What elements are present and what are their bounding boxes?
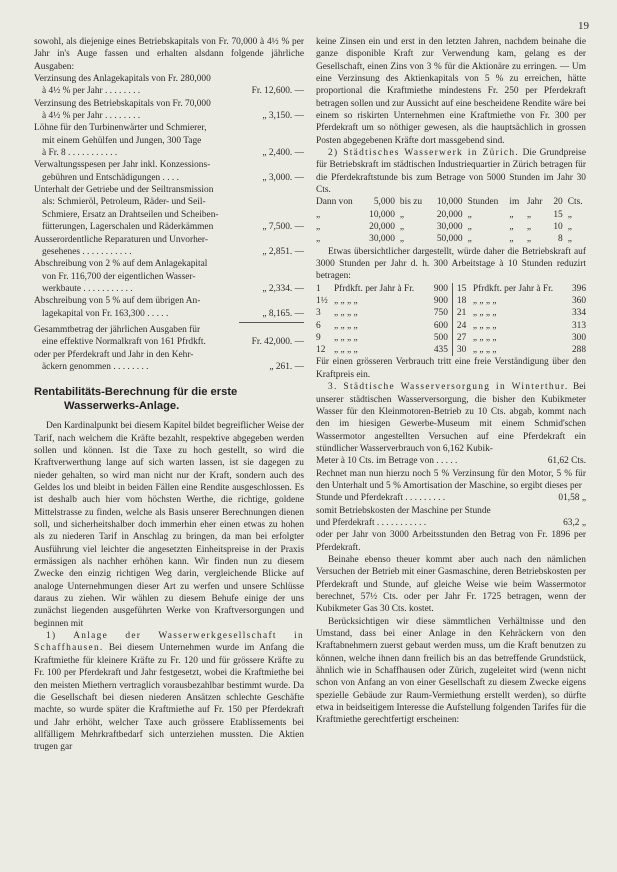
expense-item-label (34, 234, 246, 259)
price-cell: „ „ „ „ (333, 308, 358, 319)
price-cell: „ „ „ „ (333, 320, 358, 331)
conclusion-paragraph: Berücksichtigen wir diese sämmtlichen Verhältnisse und den Umstand, dass bei einer Anlage in den Kehräckern von den Kraftabnehmern zuerst gebaut werden muss, um die Kraft benutzen zu können, welche ihnen dann freilich bis an das betreffende Grundstück, ähnlich wie in Schaffhausen oder Zürich, zugeleitet wird (wenn nicht schon von Anfang an von einer Gesellschaft zu diesem Zwecke eigens spezielle Gebäude zur Raum-Vermiethung erstellt werden), so dürfte etwa in beidseitigem Interesse die Aufstellung folgenden Tarifes für die Kraftmiethe gerechtfertigt erscheinen: (316, 616, 586, 726)
price-cell: 1½ (316, 295, 328, 306)
text-line: lagekapital von Fr. 163,300 . . . . . (42, 308, 169, 319)
hours-cell: „ (467, 222, 472, 233)
zurich-paragraph (316, 147, 586, 196)
hours-cell: „ (526, 209, 531, 220)
winterthur-paragraph (316, 381, 586, 455)
page-number: 19 (578, 20, 589, 32)
expense-item-label (34, 258, 246, 295)
expense-item-amount: „ 7,500. — (262, 222, 304, 233)
water-cost-label (316, 455, 528, 467)
winterthur-label: 3. Städtische Wasserversorgung in Winterthur. (328, 382, 569, 393)
hours-cell: im (509, 197, 520, 208)
hours-cell: „ (399, 209, 405, 220)
text-line: à 4½ % per Jahr . . . . . . . . (42, 86, 141, 97)
expense-per-horsepower (34, 349, 304, 374)
text-line: gesehenes . . . . . . . . . . . (42, 246, 132, 257)
zurich-label: 2) Städtisches Wasserwerk in Zürich. (328, 148, 520, 159)
text-line: Verzinsung des Betriebskapitals von Fr. 70,000 (34, 98, 211, 109)
text-line: eine effektive Normalkraft von 161 Pfrdkft. (42, 337, 206, 348)
price-row (316, 320, 586, 332)
water-cost (316, 455, 586, 467)
right-column (316, 36, 586, 727)
hours-cell: „ (567, 234, 572, 245)
hours-cell: „ (526, 222, 531, 233)
schaffhausen-continuation: keine Zinsen ein und erst in den letzten Jahren, nachdem beinahe die ganze disponible Kraft zur Verwendung kam, gelang es der Gesellschaft, einen Zins von 3 % für die Aktionäre zu erringen. — Um eine Verzinsung des Aktienkapitals von 5 % zu erreichen, hätte proportional die Kraftmiethe mindestens Fr. 250 per Pferdekraft betragen sollen und zur Aussicht auf eine bescheidene Rendite wäre bei einem so riskirten Unternehmen eine Kraftmiethe von Fr. 300 per Pferdekraft um so nöthiger gewesen, als die hauptsächlich in grossen Posten abgegebenen Kräfte dort massgebend sind. (316, 37, 586, 146)
price-cell: „ „ „ „ (333, 295, 358, 306)
hours-cell: „ (467, 209, 472, 220)
text-line: à 4½ % per Jahr . . . . . . . . (42, 111, 141, 122)
section-heading (34, 385, 304, 413)
price-cell: 334 (571, 308, 586, 319)
price-cell: 435 (433, 345, 448, 356)
text-line: als: Schmieröl, Petroleum, Räder- und Seil- (42, 197, 206, 208)
expense-item-amount: „ 8,165. — (262, 308, 304, 319)
price-cell: 21 (452, 307, 469, 319)
hours-cell: Cts. (567, 197, 583, 208)
schaffhausen-text: Bei diesem Unternehmen wurde im Anfang die Kraftmiethe für kleinere Kräfte zu Fr. 120 und für grössere Kräfte zu Fr. 100 per Pferdekraft und Jahr festgesetzt, wobei die Kraftmiethe bei den meisten Miethern vertraglich vorausbezahlbar bestimmt wurde. Da die Gesellschaft bei diesen niederen Ansätzen schlechte Geschäfte machte, so wurde später die Kraftmiethe auf Fr. 150 per Pferdekraft und Jahr erhöht, welcher Taxe auch grössere Etablissements bei allfälligem Mehrkraftbedarf sich unterziehen mussten. Die Aktien trugen gar (34, 643, 304, 753)
hours-cell: 10,000 (436, 197, 463, 208)
interest-cost-amount: 01,58 „ (558, 493, 586, 504)
hours-cell: 10 (553, 222, 563, 233)
price-cell: 1 (316, 283, 321, 294)
price-cell: 360 (571, 295, 586, 306)
price-cell: „ „ „ „ (472, 345, 497, 356)
text-line: à Fr. 8 . . . . . . . . . . . (42, 148, 118, 159)
total-label (34, 324, 246, 349)
expense-item-amount: „ 2,400. — (262, 148, 304, 159)
hours-cell: 20,000 (369, 222, 395, 233)
price-cell: 313 (571, 320, 586, 331)
hours-cell: 30,000 (369, 234, 395, 245)
hours-cell: 8 (558, 234, 563, 245)
price-cell: Pfrdkft. per Jahr à Fr. (333, 283, 415, 294)
hours-cell: „ (316, 209, 321, 220)
price-cell: 300 (571, 332, 586, 343)
hours-cell: „ (509, 234, 514, 245)
annual-cost-paragraph: oder per Jahr von 3000 Arbeitsstunden den Betrag von Fr. 1896 per Pferdekraft. (316, 530, 586, 553)
price-cell: 288 (571, 345, 586, 356)
text-line: äckern genommen . . . . . . . . (42, 361, 149, 372)
hours-cell: Jahr (526, 197, 543, 208)
water-cost-row (316, 455, 586, 467)
overview-paragraph: Etwas übersichtlicher dargestellt, würde daher die Betriebskraft auf 3000 Stunden per Jahr d. h. 300 Arbeitstage à 10 Stunden reduzirt betragen: (316, 246, 586, 282)
hours-cell: „ (467, 234, 472, 245)
hours-cell: bis zu (399, 197, 423, 208)
price-cell: 27 (452, 332, 469, 344)
expense-item (34, 295, 304, 320)
hours-cell: 20 (553, 197, 563, 208)
price-row (316, 283, 586, 295)
expense-item (34, 73, 304, 98)
text-line: Meter à 10 Cts. im Betrage von . . . . . (316, 456, 458, 467)
tariff-paragraph: Den Kardinalpunkt bei diesem Kapitel bildet begreiflicher Weise der Tarif, nach welchem die Kräfte bezahlt, respektive abgegeben werden sollen und können. Ist die Taxe zu hoch gestellt, so wird die Kraftverwerthung lange auf sich warten lassen, ist sie dagegen zu nieder gehalten, so wird man nicht nur der Kraft, sondern auch des Geldes los und bleibt in beiden Fällen eine Rendite ausgeschlossen. Es ist deshalb auch hier vom höchsten Werthe, die richtige, goldene Mittelstrasse zu finden, welche als Basis unserer Berechnungen dienen soll, und sicherheitshalber doch immerhin eher einen etwas zu hohen als zu niederen Tarif in Anschlag zu bringen, da man bei erfolgter Ausführung viel leichter die angesetzten Einheitspreise in der Praxis ermässigen als nachher erhöhen kann. Wir finden nun zu diesem Zwecke den einzig richtigen Weg darin, vergleichende Blicke auf analoge Unternehmungen dieser Art zu werfen und unsere Schlüsse daraus zu ziehen. Wir wählen zu diesem Behufe einige der uns zunächst liegenden ausgeführten Werke von Kraftversorgungen und beginnen mit (34, 421, 304, 629)
schaffhausen-label: 1) Anlage der Wasserwerkgesellschaft in Schaffhausen. (34, 631, 304, 654)
text-line: gebühren und Entschädigungen . . . . (42, 172, 179, 183)
hours-cell: 10,000 (369, 209, 395, 220)
horsepower-price-table (316, 283, 586, 357)
price-cell: „ „ „ „ (333, 345, 358, 356)
text-line: und Pferdekraft . . . . . . . . . . . (316, 517, 427, 528)
price-cell: 750 (433, 308, 448, 319)
section-heading-line-2: Wasserwerks-Anlage. (64, 400, 180, 413)
per-hp-amount: „ 261. — (269, 361, 304, 372)
hours-cell: „ (509, 209, 514, 220)
hours-cell: Stunden (467, 197, 499, 208)
hours-row (316, 209, 586, 221)
text-line: Ausserordentliche Reparaturen und Unvorher- (34, 234, 208, 245)
text-line: von Fr. 116,700 der eigentlichen Wasser- (42, 271, 196, 282)
text-line: Abschreibung von 5 % auf dem übrigen An- (34, 296, 201, 307)
expense-item-amount: „ 2,851. — (262, 246, 304, 257)
expense-item (34, 98, 304, 123)
text-line: Löhne für den Turbinenwärter und Schmierer, (34, 123, 207, 134)
price-cell: 6 (316, 320, 321, 331)
price-cell: 24 (452, 320, 469, 332)
text-line: werkbaute . . . . . . . . . . . (42, 283, 133, 294)
price-cell: „ „ „ „ (472, 320, 497, 331)
expense-item-label (34, 98, 246, 123)
text-line: fütterungen, Lagerschalen und Räderkämmen (42, 222, 214, 233)
left-column (34, 36, 304, 754)
text-line: Stunde und Pferdekraft . . . . . . . . . (316, 493, 446, 504)
sum-rule (239, 322, 304, 323)
price-row (316, 307, 586, 319)
expense-item-label (34, 73, 246, 98)
hours-cell: 30,000 (436, 222, 463, 233)
expense-item-label (34, 122, 246, 159)
expense-item-amount: „ 2,334. — (262, 283, 304, 294)
hours-cell: „ (316, 234, 321, 245)
expense-item-label (34, 184, 246, 233)
price-cell: 18 (452, 295, 469, 307)
price-cell: „ „ „ „ (472, 332, 497, 343)
per-hp-label (34, 349, 246, 374)
text-line: Verwaltungsspesen per Jahr inkl. Konzessions- (34, 160, 211, 171)
expense-item-label (34, 295, 246, 320)
price-cell: „ „ „ „ (333, 332, 358, 343)
zurich-text: Die Grundpreise für Betriebskraft im städtischen Industriequartier in Zürich betragen für die Pferdekraftstunde bis zum Betrage von 5000 Stunden im Jahr 30 Cts. (316, 148, 586, 196)
expense-item-label (34, 159, 246, 184)
winterthur-text: Bei unserer städtischen Wasserversorgung, die bisher den Kubikmeter Wasser für den Kleinmotoren-Betrieb zu 10 Cts. abgab, kommt nach den im hiesigen Gewerbe-Museum mit einem Schmid'schen Wassermotor angestellten Versuchen auf eine Pferdekraft ein stündlicher Wasserverbrauch von 6,162 Kubik- (316, 382, 586, 454)
price-cell: „ „ „ „ (472, 295, 497, 306)
expense-item (34, 159, 304, 184)
interest-paragraph: Rechnet man nun hierzu noch 5 % Verzinsung für den Motor, 5 % für den Unterhalt und 5 % Amortisation der Maschine, so ergibt dieses per (316, 468, 586, 491)
machine-cost-amount: 63,2 „ (563, 517, 586, 528)
price-row (316, 344, 586, 356)
hours-cell: 50,000 (436, 234, 463, 245)
gas-engine-paragraph: Beinahe ebenso theuer kommt aber auch nach den nämlichen Versuchen der Betrieb mit einer Gasmaschine, deren Betriebskosten per Pferdekraft und Stunde, auf gleiche Weise wie beim Wassermotor berechnet, 57½ Cts. oder per Jahr Fr. 1725 betragen, wenn der Kubikmeter Gas 30 Cts. kostet. (316, 554, 586, 615)
price-cell: 900 (433, 295, 448, 306)
hours-cell: „ (509, 222, 514, 233)
hours-cell: 15 (553, 209, 563, 220)
hours-cell: „ (567, 222, 572, 233)
text-line: Unterhalt der Getriebe und der Seiltransmission (34, 185, 214, 196)
total-amount: Fr. 42,000. — (251, 337, 304, 348)
text-line: Verzinsung des Anlagekapitals von Fr. 280,000 (34, 74, 211, 85)
machine-cost (316, 517, 586, 529)
hours-cell: „ (567, 209, 572, 220)
hours-cell: „ (399, 234, 405, 245)
total (34, 324, 304, 349)
price-cell: Pfrdkft. per Jahr à Fr. (472, 283, 554, 294)
hours-cell: Dann von (316, 197, 353, 208)
price-cell: 12 (316, 345, 326, 356)
expense-total (34, 324, 304, 349)
price-row (316, 295, 586, 307)
machine-cost-label (316, 517, 528, 529)
machine-cost-paragraph: somit Betriebskosten der Maschine per Stunde (316, 505, 491, 516)
hours-cell: „ (526, 234, 531, 245)
per-hp (34, 349, 304, 374)
price-cell: 600 (433, 320, 448, 331)
intro-paragraph: sowohl, als diejenige eines Betriebskapitals von Fr. 70,000 à 4½ % per Jahr in's Auge fassen und erhalten alsdann folgende jährliche Ausgaben: (34, 37, 304, 72)
hours-cell: 5,000 (373, 197, 395, 208)
expense-item-amount: „ 3,150. — (262, 111, 304, 122)
expense-item-amount: Fr. 12,600. — (251, 86, 304, 97)
text-line: Schmiere, Ersatz an Drahtseilen und Scheiben- (42, 209, 219, 220)
expense-item-amount: „ 3,000. — (262, 172, 304, 183)
hours-row (316, 233, 586, 245)
price-cell: 9 (316, 332, 321, 343)
text-line: oder per Pferdekraft und Jahr in den Kehr- (34, 349, 194, 360)
expense-item (34, 122, 304, 159)
price-cell: 396 (571, 283, 586, 294)
price-row (316, 332, 586, 344)
text-line: mit einem Gehülfen und Jungen, 300 Tage (42, 135, 202, 146)
section-heading-line-1: Rentabilitäts-Berechnung für die erste (34, 386, 238, 399)
text-line: Abschreibung von 2 % auf dem Anlagekapital (34, 259, 208, 270)
hours-cell: 20,000 (436, 209, 463, 220)
price-cell: „ „ „ „ (472, 308, 497, 319)
interest-cost-row (316, 492, 586, 504)
price-cell: 15 (452, 283, 469, 295)
price-cell: 3 (316, 308, 321, 319)
machine-cost-row (316, 517, 586, 529)
hours-row (316, 196, 586, 208)
interest-cost (316, 492, 586, 504)
hours-cell: „ (399, 222, 405, 233)
schaffhausen-paragraph (34, 630, 304, 753)
expense-list (34, 73, 304, 320)
water-cost-amount: 61,62 Cts. (547, 456, 586, 467)
expense-item (34, 184, 304, 233)
interest-cost-label (316, 492, 528, 504)
hours-tariff-table (316, 196, 586, 245)
text-line: Gesammtbetrag der jährlichen Ausgaben für (34, 324, 201, 335)
price-cell: 900 (433, 283, 448, 294)
price-cell: 500 (433, 332, 448, 343)
price-cell: 30 (452, 344, 469, 356)
free-agreement-paragraph: Für einen grösseren Verbrauch tritt eine freie Verständigung über den Kraftpreis ein. (316, 357, 586, 380)
expense-item (34, 234, 304, 259)
hours-cell: „ (316, 222, 321, 233)
hours-row (316, 221, 586, 233)
expense-item (34, 258, 304, 295)
